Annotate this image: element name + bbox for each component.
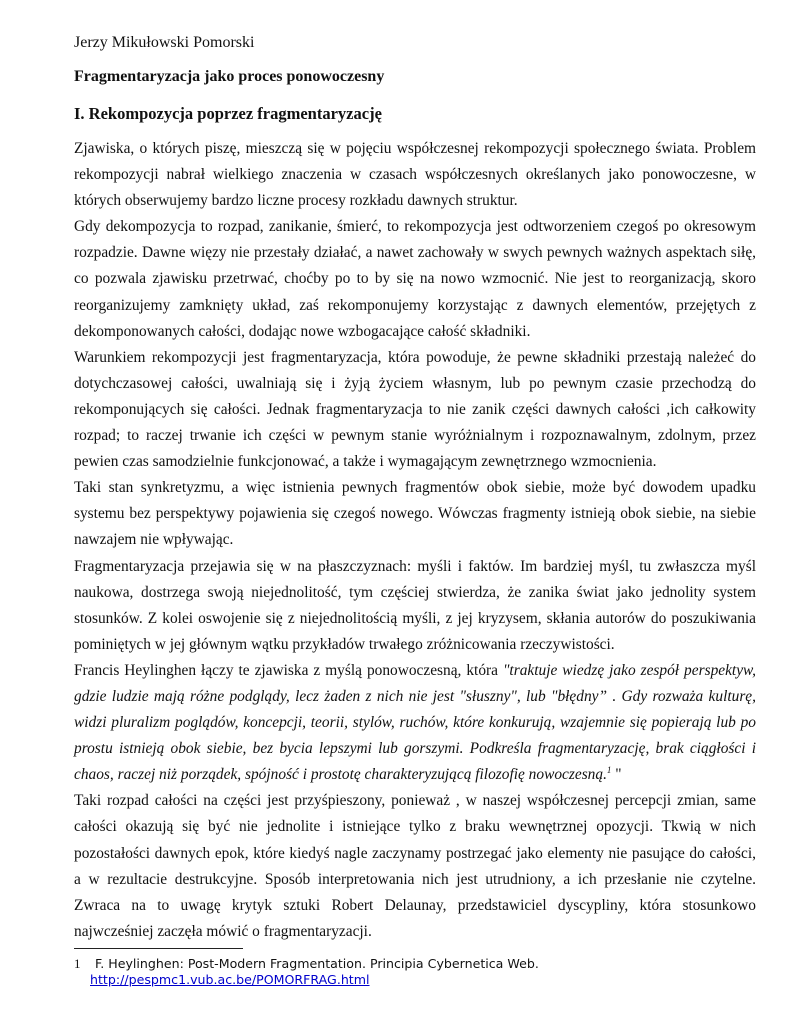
quote-lead: Francis Heylinghen łączy te zjawiska z myślą ponowoczesną, która [74, 661, 503, 679]
footnote-divider [74, 948, 243, 949]
body-text [74, 136, 756, 945]
paragraph: Taki rozpad całości na części jest przyśpieszony, ponieważ , w naszej współczesnej percepcji zmian, same całości okazują się być nie jednolite i istniejące tylko z braku wewnętrznej opozycji. Tkwią w nich pozostałości dawnych epok, które kiedyś nagle zaczynamy postrzegać jako elementy nie pasujące do całości, a w rezultacie destrukcyjne. Sposób interpretowania nich jest utrudniony, a ich przesłanie nie czytelne. Zwraca na to uwagę krytyk sztuki Robert Delaunay, przedstawiciel dyscypliny, która stosunkowo najwcześniej zaczęła mówić o fragmentaryzacji. [74, 792, 756, 940]
footnote-reference[interactable]: 1 [606, 765, 612, 776]
author-name: Jerzy Mikułowski Pomorski [74, 34, 255, 51]
paragraph: Fragmentaryzacja przejawia się w na płaszczyznach: myśli i faktów. Im bardziej myśl, tu zwłaszcza myśl naukowa, dostrzega swoją niejednolitość, tym częściej stwierdza, że zanika świat jako jednolity system stosunków. Z kolei oswojenie się z niejednolitością myśli, z jej kryzysem, skłania autorów do poszukiwania pominiętych w jej głównym wątku przykładów trwałego zróżnicowania rzeczywistości. [74, 557, 756, 653]
footnote-number: 1 [74, 956, 81, 971]
paragraph: Taki stan synkretyzmu, a więc istnienia pewnych fragmentów obok siebie, może być dowodem upadku systemu bez perspektywy pojawienia się czegoś nowego. Wówczas fragmenty istnieją obok siebie, na siebie nawzajem nie wpływając. [74, 479, 756, 549]
heylinghen-quote: "traktuje wiedzę jako zespół perspektyw, gdzie ludzie mają różne podglądy, lecz żaden z nich nie jest "słuszny", lub "błędny” . Gdy rozważa kulturę, widzi pluralizm poglądów, koncepcji, teorii, stylów, ruchów, które konkurują, wzajemnie się popierają lub po prostu istnieją obok siebie, bez bycia lepszymi lub gorszymi. Podkreśla fragmentaryzację, brak ciągłości i chaos, raczej niż porządek, spójność i prostotę charakteryzującą filozofię nowoczesną. [74, 661, 757, 784]
section-heading: I. Rekompozycja poprzez fragmentaryzację [74, 104, 382, 123]
quote-tail: " [611, 766, 622, 784]
paper-title: Fragmentaryzacja jako proces ponowoczesny [74, 68, 385, 85]
footnote-link[interactable]: http://pespmc1.vub.ac.be/POMORFRAG.html [90, 972, 370, 987]
paragraph: Gdy dekompozycja to rozpad, zanikanie, śmierć, to rekompozycja jest odtworzeniem czegoś po okresowym rozpadzie. Dawne więzy nie przestały działać, a nawet zachowały w swych pewnych ważnych aspektach siłę, co pozwala zjawisku przetrwać, choćby po to by się na nowo wzmocnić. Nie jest to reorganizacją, skoro reorganizujemy zamknięty układ, zaś rekomponujemy korzystając z dawnych elementów, przejętych z dekomponowanych całości, dodając nowe wzbogacające całość składniki. [74, 218, 756, 340]
paragraph: Warunkiem rekompozycji jest fragmentaryzacja, która powoduje, że pewne składniki przestają należeć do dotychczasowej całości, uwalniają się i żyją życiem własnym, lub po pewnym czasie przechodzą do rekomponujących się całości. Jednak fragmentaryzacja to nie zanik części dawnych całości ,ich całkowity rozpad; to raczej trwanie ich części w pewnym stanie wyróżnialnym i rozpoznawalnym, zdolnym, przez pewien czas samodzielnie funkcjonować, a także i wymagającym zewnętrznego wzmocnienia. [74, 348, 756, 471]
footnote-text: F. Heylinghen: Post-Modern Fragmentation. Principia Cybernetica Web. [95, 956, 539, 971]
quote-paragraph [74, 658, 756, 788]
paragraph: Zjawiska, o których piszę, mieszczą się w pojęciu współczesnej rekompozycji społecznego świata. Problem rekompozycji nabrał wielkiego znaczenia w czasach współczesnych określanych jako ponowoczesne, w których obserwujemy bardzo liczne procesy rozkładu dawnych struktur. [74, 140, 756, 210]
